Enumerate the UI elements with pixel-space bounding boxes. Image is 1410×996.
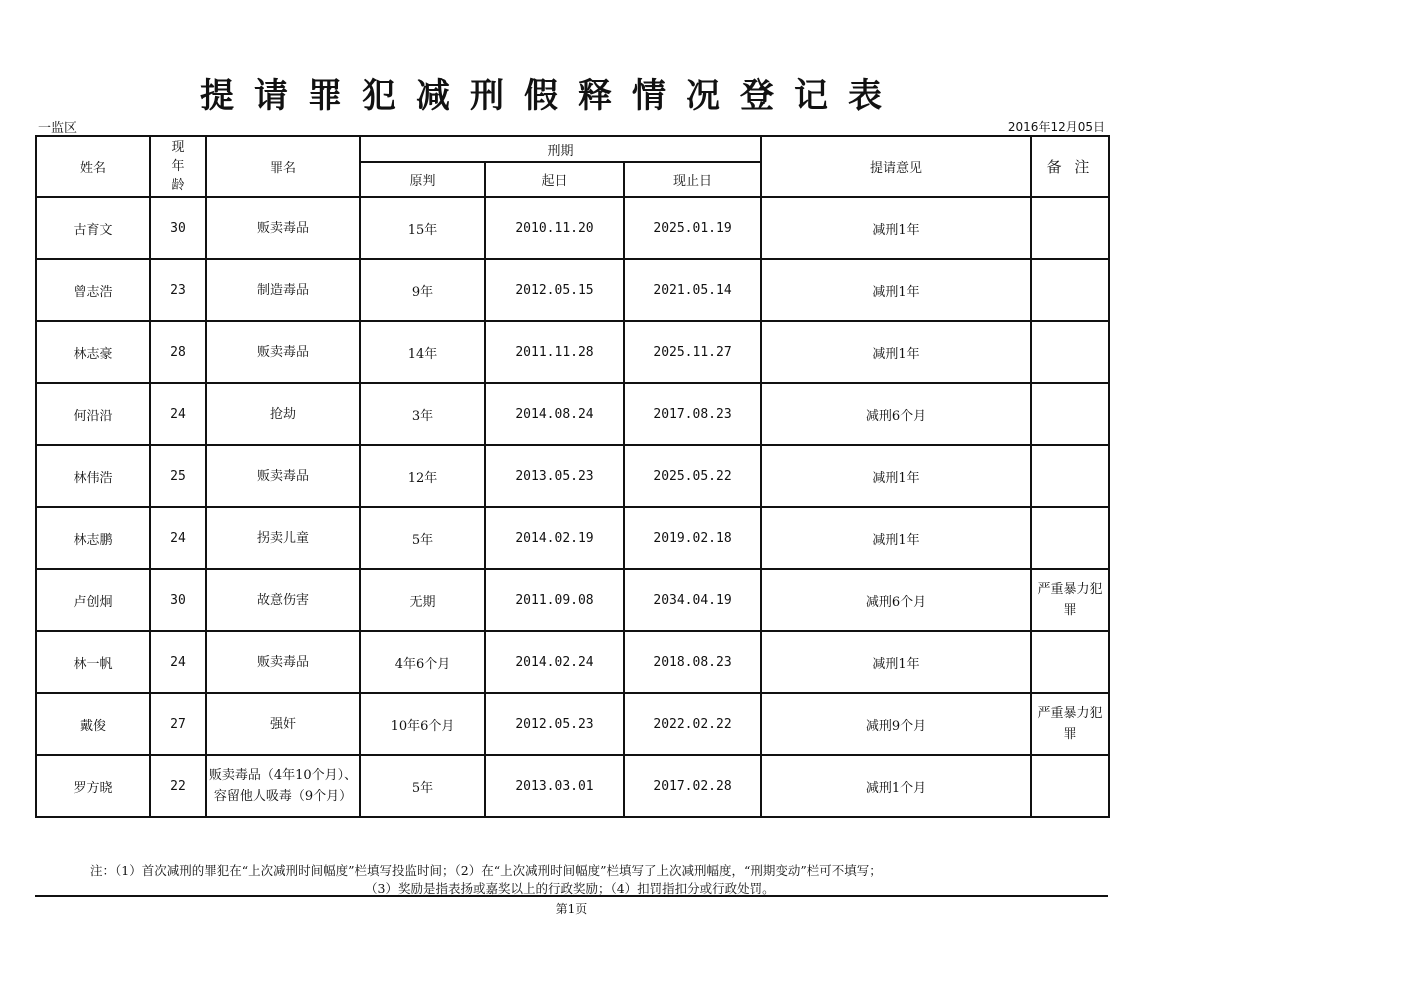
cell-start: 2011.09.08 <box>485 569 624 631</box>
table-row <box>36 755 1109 817</box>
cell-start: 2014.08.24 <box>485 383 624 445</box>
cell-original: 5年 <box>360 507 485 569</box>
cell-age: 30 <box>150 569 206 631</box>
cell-crime: 抢劫 <box>206 383 360 445</box>
cell-remarks <box>1031 507 1109 569</box>
cell-end: 2021.05.14 <box>624 259 761 321</box>
cell-age: 28 <box>150 321 206 383</box>
cell-end: 2018.08.23 <box>624 631 761 693</box>
cell-end: 2034.04.19 <box>624 569 761 631</box>
cell-remarks <box>1031 631 1109 693</box>
cell-remarks <box>1031 197 1109 259</box>
table-row <box>36 569 1109 631</box>
header-age <box>150 136 206 197</box>
cell-crime: 贩卖毒品 <box>206 445 360 507</box>
cell-age: 27 <box>150 693 206 755</box>
cell-remarks: 严重暴力犯罪 <box>1031 693 1109 755</box>
cell-start: 2014.02.19 <box>485 507 624 569</box>
header-opinion: 提请意见 <box>761 136 1031 197</box>
cell-original: 12年 <box>360 445 485 507</box>
register-table <box>35 135 1110 818</box>
cell-name: 曾志浩 <box>36 259 150 321</box>
cell-start: 2012.05.15 <box>485 259 624 321</box>
cell-end: 2025.11.27 <box>624 321 761 383</box>
header-age-label: 现年龄 <box>171 140 185 193</box>
cell-start: 2012.05.23 <box>485 693 624 755</box>
cell-original: 9年 <box>360 259 485 321</box>
cell-crime: 制造毒品 <box>206 259 360 321</box>
cell-crime: 故意伤害 <box>206 569 360 631</box>
cell-end: 2017.02.28 <box>624 755 761 817</box>
cell-name: 何沿沿 <box>36 383 150 445</box>
cell-age: 24 <box>150 383 206 445</box>
cell-name: 罗方晓 <box>36 755 150 817</box>
cell-original: 3年 <box>360 383 485 445</box>
table-row <box>36 383 1109 445</box>
cell-opinion: 减刑1年 <box>761 445 1031 507</box>
cell-original: 14年 <box>360 321 485 383</box>
bottom-rule <box>35 895 1108 897</box>
table-row <box>36 321 1109 383</box>
table-row <box>36 693 1109 755</box>
cell-opinion: 减刑1年 <box>761 507 1031 569</box>
cell-remarks <box>1031 445 1109 507</box>
cell-opinion: 减刑1个月 <box>761 755 1031 817</box>
cell-name: 古育文 <box>36 197 150 259</box>
cell-start: 2014.02.24 <box>485 631 624 693</box>
cell-name: 卢创炯 <box>36 569 150 631</box>
cell-crime: 贩卖毒品 <box>206 197 360 259</box>
cell-opinion: 减刑6个月 <box>761 569 1031 631</box>
cell-remarks <box>1031 755 1109 817</box>
cell-crime: 强奸 <box>206 693 360 755</box>
header-remarks: 备 注 <box>1031 136 1109 197</box>
page-number: 第1页 <box>555 902 588 916</box>
cell-name: 林伟浩 <box>36 445 150 507</box>
cell-age: 24 <box>150 507 206 569</box>
cell-age: 22 <box>150 755 206 817</box>
cell-end: 2017.08.23 <box>624 383 761 445</box>
cell-age: 23 <box>150 259 206 321</box>
unit-label: 一监区 <box>38 121 78 136</box>
footnote-line-2: （3）奖励是指表扬或嘉奖以上的行政奖励；（4）扣罚指扣分或行政处罚。 <box>365 881 775 896</box>
cell-end: 2019.02.18 <box>624 507 761 569</box>
cell-start: 2010.11.20 <box>485 197 624 259</box>
header-end: 现止日 <box>624 162 761 197</box>
cell-start: 2011.11.28 <box>485 321 624 383</box>
table-row <box>36 445 1109 507</box>
cell-opinion: 减刑1年 <box>761 631 1031 693</box>
cell-start: 2013.05.23 <box>485 445 624 507</box>
cell-remarks <box>1031 383 1109 445</box>
cell-name: 林志豪 <box>36 321 150 383</box>
cell-crime: 拐卖儿童 <box>206 507 360 569</box>
header-sentence: 刑期 <box>360 136 761 162</box>
cell-age: 25 <box>150 445 206 507</box>
cell-opinion: 减刑1年 <box>761 197 1031 259</box>
table-row <box>36 259 1109 321</box>
cell-remarks <box>1031 321 1109 383</box>
cell-age: 24 <box>150 631 206 693</box>
document-title: 提请罪犯减刑假释情况登记表 <box>200 76 902 116</box>
footnote-line-1: 注：（1）首次减刑的罪犯在“上次减刑时间幅度”栏填写投监时间；（2）在“上次减刑时间幅度”栏填写了上次减刑幅度，“刑期变动”栏可不填写； <box>90 863 882 878</box>
cell-end: 2022.02.22 <box>624 693 761 755</box>
cell-crime: 贩卖毒品（4年10个月）、容留他人吸毒（9个月） <box>206 755 360 817</box>
cell-remarks <box>1031 259 1109 321</box>
cell-original: 15年 <box>360 197 485 259</box>
cell-opinion: 减刑1年 <box>761 321 1031 383</box>
cell-end: 2025.01.19 <box>624 197 761 259</box>
cell-original: 无期 <box>360 569 485 631</box>
cell-remarks: 严重暴力犯罪 <box>1031 569 1109 631</box>
cell-name: 戴俊 <box>36 693 150 755</box>
header-original: 原判 <box>360 162 485 197</box>
cell-original: 4年6个月 <box>360 631 485 693</box>
table-row <box>36 631 1109 693</box>
cell-opinion: 减刑6个月 <box>761 383 1031 445</box>
header-name: 姓名 <box>36 136 150 197</box>
cell-name: 林一帆 <box>36 631 150 693</box>
cell-opinion: 减刑9个月 <box>761 693 1031 755</box>
document-date: 2016年12月05日 <box>1007 120 1105 134</box>
footnote <box>90 862 1090 898</box>
table-row <box>36 507 1109 569</box>
header-start: 起日 <box>485 162 624 197</box>
table-row <box>36 197 1109 259</box>
cell-crime: 贩卖毒品 <box>206 631 360 693</box>
cell-start: 2013.03.01 <box>485 755 624 817</box>
header-crime: 罪名 <box>206 136 360 197</box>
cell-original: 10年6个月 <box>360 693 485 755</box>
cell-original: 5年 <box>360 755 485 817</box>
cell-name: 林志鹏 <box>36 507 150 569</box>
cell-opinion: 减刑1年 <box>761 259 1031 321</box>
cell-end: 2025.05.22 <box>624 445 761 507</box>
cell-age: 30 <box>150 197 206 259</box>
cell-crime: 贩卖毒品 <box>206 321 360 383</box>
